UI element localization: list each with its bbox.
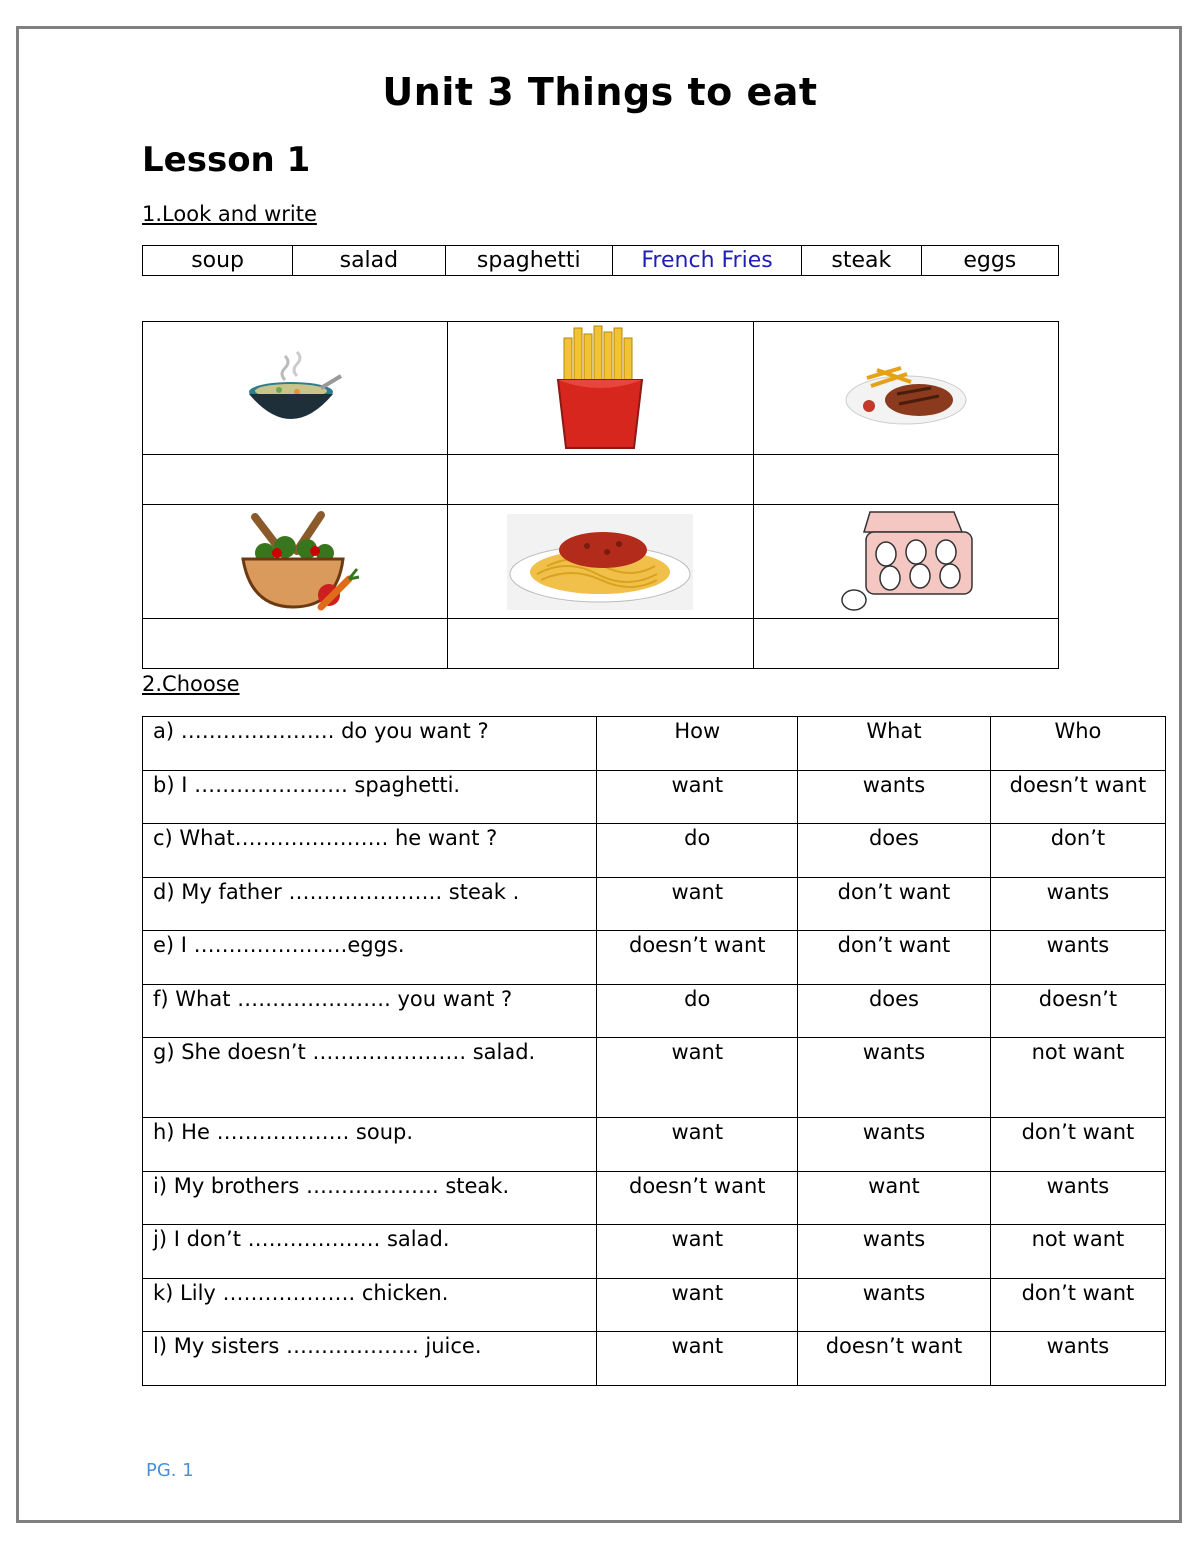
question-text: j) I don’t ………………. salad.: [143, 1225, 597, 1279]
answer-option[interactable]: doesn’t want: [597, 931, 798, 985]
answer-option[interactable]: wants: [990, 877, 1165, 931]
choose-table: [142, 716, 1166, 1386]
answer-option[interactable]: does: [798, 824, 991, 878]
answer-option[interactable]: want: [798, 1171, 991, 1225]
answer-option[interactable]: wants: [798, 1225, 991, 1279]
answer-option[interactable]: doesn’t: [990, 984, 1165, 1038]
answer-option[interactable]: want: [597, 1118, 798, 1172]
french-fries-image: [550, 324, 650, 452]
answer-cell[interactable]: [143, 455, 448, 505]
answer-option[interactable]: want: [597, 1332, 798, 1386]
question-text: b) I …………………. spaghetti.: [143, 770, 597, 824]
answer-option[interactable]: want: [597, 1278, 798, 1332]
answer-cell[interactable]: [753, 619, 1058, 669]
salad-bowl-image: [225, 507, 365, 617]
question-text: l) My sisters ………………. juice.: [143, 1332, 597, 1386]
answer-cell[interactable]: [753, 455, 1058, 505]
answer-option[interactable]: don’t want: [990, 1278, 1165, 1332]
picture-cell: [448, 322, 753, 455]
picture-cell: [143, 505, 448, 619]
picture-cell: [753, 322, 1058, 455]
word-bank-item: French Fries: [613, 246, 802, 276]
answer-option[interactable]: don’t: [990, 824, 1165, 878]
soup-bowl-image: [245, 348, 345, 428]
question-row: [143, 1278, 1166, 1332]
question-row: [143, 877, 1166, 931]
answer-option[interactable]: wants: [798, 1278, 991, 1332]
page-number: PG. 1: [146, 1460, 194, 1481]
question-row: [143, 1225, 1166, 1279]
steak-plate-image: [841, 348, 971, 428]
picture-grid: [142, 321, 1059, 669]
answer-option[interactable]: wants: [798, 770, 991, 824]
answer-option[interactable]: doesn’t want: [990, 770, 1165, 824]
question-text: c) What…………………. he want ?: [143, 824, 597, 878]
picture-cell: [448, 505, 753, 619]
question-row: [143, 1171, 1166, 1225]
answer-option[interactable]: not want: [990, 1038, 1165, 1118]
word-bank-item: spaghetti: [445, 246, 613, 276]
question-row: [143, 1332, 1166, 1386]
answer-option[interactable]: want: [597, 877, 798, 931]
egg-carton-image: [836, 508, 976, 616]
word-bank-item: salad: [293, 246, 445, 276]
question-row: [143, 824, 1166, 878]
answer-option[interactable]: doesn’t want: [798, 1332, 991, 1386]
answer-cell[interactable]: [448, 455, 753, 505]
answer-option[interactable]: don’t want: [798, 931, 991, 985]
word-bank-item: steak: [802, 246, 922, 276]
answer-option[interactable]: want: [597, 1038, 798, 1118]
question-row: [143, 770, 1166, 824]
answer-option[interactable]: wants: [798, 1038, 991, 1118]
picture-cell: [753, 505, 1058, 619]
answer-option[interactable]: wants: [990, 931, 1165, 985]
word-bank: [142, 245, 1059, 276]
answer-option[interactable]: wants: [990, 1332, 1165, 1386]
question-text: e) I ………………….eggs.: [143, 931, 597, 985]
question-text: i) My brothers ………………. steak.: [143, 1171, 597, 1225]
spaghetti-plate-image: [507, 514, 693, 610]
answer-cell[interactable]: [143, 619, 448, 669]
question-row: [143, 717, 1166, 771]
answer-option[interactable]: do: [597, 824, 798, 878]
section-look-and-write: 1.Look and write: [142, 202, 317, 226]
lesson-heading: Lesson 1: [142, 140, 311, 180]
question-text: f) What …………………. you want ?: [143, 984, 597, 1038]
question-text: h) He ………………. soup.: [143, 1118, 597, 1172]
answer-option[interactable]: don’t want: [798, 877, 991, 931]
word-bank-item: eggs: [921, 246, 1058, 276]
answer-cell[interactable]: [448, 619, 753, 669]
question-row: [143, 1118, 1166, 1172]
page-title: Unit 3 Things to eat: [382, 70, 818, 114]
question-text: g) She doesn’t …………………. salad.: [143, 1038, 597, 1118]
answer-option[interactable]: want: [597, 1225, 798, 1279]
question-row: [143, 984, 1166, 1038]
word-bank-item: soup: [143, 246, 293, 276]
answer-option[interactable]: don’t want: [990, 1118, 1165, 1172]
question-row: [143, 1038, 1166, 1118]
answer-option[interactable]: do: [597, 984, 798, 1038]
answer-option[interactable]: doesn’t want: [597, 1171, 798, 1225]
question-text: k) Lily ………………. chicken.: [143, 1278, 597, 1332]
section-choose: 2.Choose: [142, 672, 240, 696]
picture-cell: [143, 322, 448, 455]
answer-option[interactable]: wants: [798, 1118, 991, 1172]
answer-option[interactable]: does: [798, 984, 991, 1038]
answer-option[interactable]: wants: [990, 1171, 1165, 1225]
answer-option[interactable]: What: [798, 717, 991, 771]
question-row: [143, 931, 1166, 985]
answer-option[interactable]: How: [597, 717, 798, 771]
answer-option[interactable]: Who: [990, 717, 1165, 771]
answer-option[interactable]: want: [597, 770, 798, 824]
question-text: d) My father …………………. steak .: [143, 877, 597, 931]
answer-option[interactable]: not want: [990, 1225, 1165, 1279]
question-text: a) …………………. do you want ?: [143, 717, 597, 771]
